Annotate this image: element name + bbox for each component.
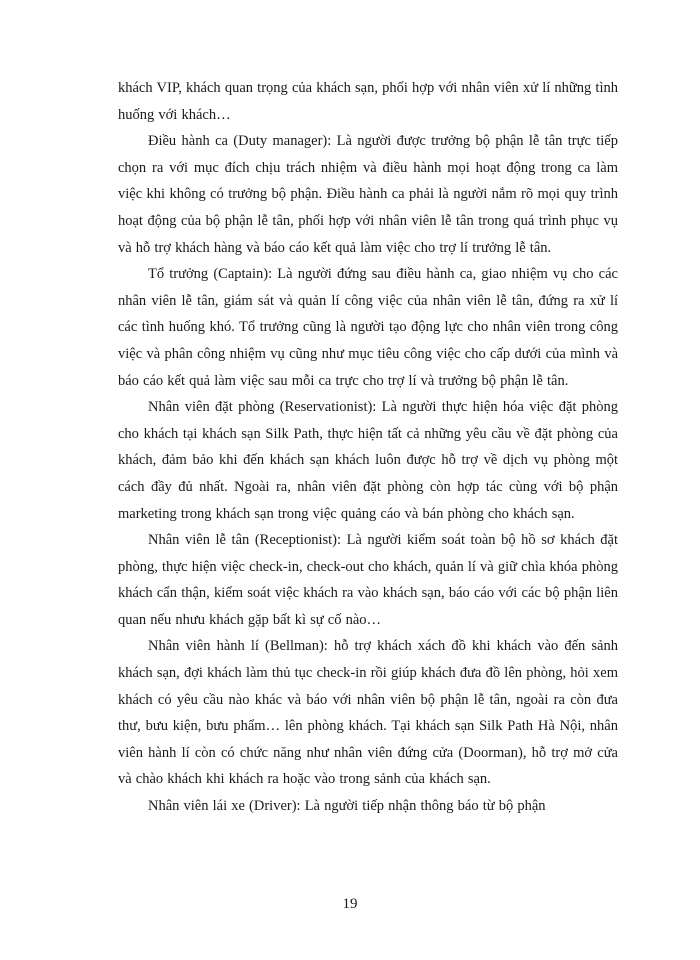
paragraph-captain: Tổ trưởng (Captain): Là người đứng sau điều hành ca, giao nhiệm vụ cho các nhân viên lễ tân, giám sát và quản lí công việc của nhân viên lễ tân, đứng ra xử lí các tình huống khó. Tổ trưởng cũng là người tạo động lực cho nhân viên trong công việc và phân công nhiệm vụ cũng như mục tiêu công việc cho cấp dưới của mình và báo cáo kết quả làm việc sau mỗi ca trực cho trợ lí và trưởng bộ phận lễ tân. (118, 266, 618, 389)
paragraph-driver: Nhân viên lái xe (Driver): Là người tiếp nhận thông báo từ bộ phận (148, 798, 546, 815)
body-text (118, 75, 618, 820)
paragraph-bellman: Nhân viên hành lí (Bellman): hỗ trợ khách xách đồ khi khách vào đến sảnh khách sạn, đợi khách làm thủ tục check-in rồi giúp khách đưa đồ lên phòng, hỏi xem khách có yêu cầu nào khác và báo với nhân viên bộ phận lễ tân, ngoài ra còn đưa thư, bưu kiện, bưu phẩm… lên phòng khách. Tại khách sạn Silk Path Hà Nội, nhân viên hành lí còn có chức năng như nhân viên đứng cửa (Doorman), hỗ trợ mở cửa và chào khách khi khách ra hoặc vào trong sảnh của khách sạn. (118, 638, 618, 788)
paragraph-reservationist: Nhân viên đặt phòng (Reservationist): Là người thực hiện hóa việc đặt phòng cho khách tại khách sạn Silk Path, thực hiện tất cả những yêu cầu về đặt phòng của khách, đảm bảo khi đến khách sạn khách luôn được hỗ trợ về dịch vụ phòng một cách đầy đủ nhất. Ngoài ra, nhân viên đặt phòng còn hợp tác cùng với bộ phận marketing trong khách sạn trong việc quảng cáo và bán phòng cho khách sạn. (118, 399, 618, 522)
page-number: 19 (342, 896, 358, 912)
paragraph-duty-manager: Điều hành ca (Duty manager): Là người được trưởng bộ phận lễ tân trực tiếp chọn ra với mục đích chịu trách nhiệm và điều hành mọi hoạt động trong ca làm việc khi không có trưởng bộ phận. Điều hành ca phải là người nắm rõ mọi quy trình hoạt động của bộ phận lễ tân, phối hợp với nhân viên lễ tân trong quá trình phục vụ và hỗ trợ khách hàng và báo cáo kết quả làm việc cho trợ lí trưởng lễ tân. (118, 133, 618, 256)
paragraph-continuation: khách VIP, khách quan trọng của khách sạn, phối hợp với nhân viên xử lí những tình huống với khách… (118, 80, 618, 123)
paragraph-receptionist: Nhân viên lễ tân (Receptionist): Là người kiểm soát toàn bộ hồ sơ khách đặt phòng, thực hiện việc check-in, check-out cho khách, quản lí và giữ chìa khóa phòng khách cẩn thận, kiểm soát việc khách ra vào khách sạn, báo cáo với các bộ phận liên quan nếu nhưu khách gặp bất kì sự cố nào… (118, 532, 618, 628)
